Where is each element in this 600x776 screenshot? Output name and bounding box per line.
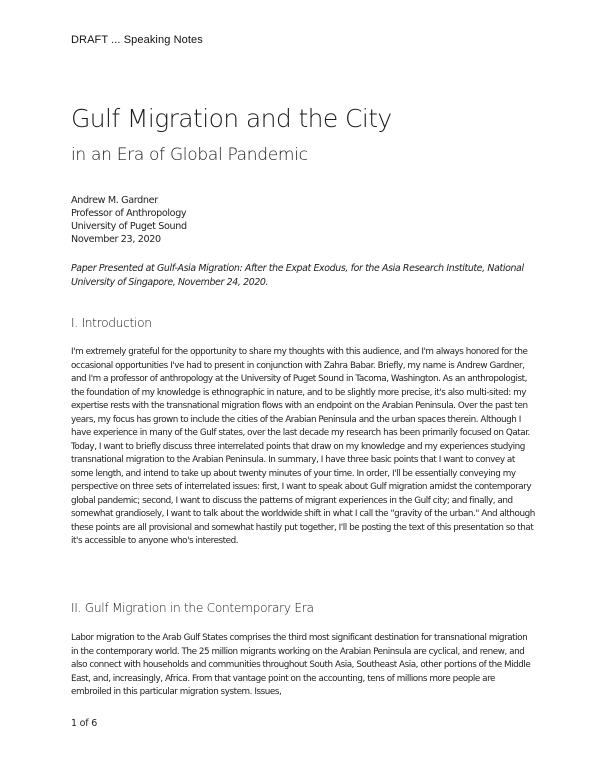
document-subtitle: in an Era of Global Pandemic (71, 145, 308, 165)
page-number: 1 of 6 (71, 718, 98, 729)
author-date: November 23, 2020 (71, 234, 161, 245)
section-heading-introduction: I. Introduction (71, 316, 152, 330)
document-title: Gulf Migration and the City (71, 104, 392, 133)
section-paragraph-gulf-migration: Labor migration to the Arab Gulf States comprises the third most significant destination for transnational migration in the contemporary world. The 25 million migrants working on the Arabian Peninsula are cyclical, and renew, and also connect with households and communities throughout South Asia, Southeast Asia, other portions of the Middle East, and, increasingly, Africa. From that vantage point on the accounting, tens of millions more people are embroiled in this particular migration system. Issues, (71, 633, 531, 697)
presentation-note: Paper Presented at Gulf-Asia Migration: After the Expat Exodus, for the Asia Research Institute, National University of Singapore, November 24, 2020. (71, 263, 524, 288)
author-institution: University of Puget Sound (71, 221, 187, 232)
author-block (71, 194, 187, 246)
section-heading-gulf-migration: II. Gulf Migration in the Contemporary Era (71, 601, 314, 615)
author-position: Professor of Anthropology (71, 208, 187, 219)
author-name: Andrew M. Gardner (71, 195, 158, 206)
draft-header: DRAFT ... Speaking Notes (71, 34, 203, 46)
section-paragraph-introduction: I'm extremely grateful for the opportunity to share my thoughts with this audience, and I'm always honored for the occasional opportunities I've had to present in conjunction with Zahra Babar. Briefly, my name is Andrew Gardner, and I'm a professor of anthropology at the University of Puget Sound in Tacoma, Washington. As an anthropologist, the foundation of my knowledge is ethnographic in nature, and to be slightly more precise, it's also multi-sited: my expertise rests with the transnational migration flows with an endpoint on the Arabian Peninsula. Over the past ten years, my focus has grown to include the cities of the Arabian Peninsula and the urban spaces therein. Although I have experience in many of the Gulf states, over the last decade my research has been primarily focused on Qatar. Today, I want to briefly discuss three interrelated points that draw on my knowledge and my experiences studying transnational migration to the Arabian Peninsula. In summary, I have three basic points that I want to convey at some length, and intend to take up about twenty minutes of your time. In order, I'll be essentially conveying my perspective on three sets of interrelated issues: first, I want to speak about Gulf migration amidst the contemporary global pandemic; second, I want to discuss the patterns of migrant experiences in the Gulf city; and finally, and somewhat grandiosely, I want to talk about the worldwide shift in what I call the "gravity of the urban." And although these points are all provisional and somewhat hastily put together, I'll be posting the text of this presentation so that it's accessible to anyone who's interested. (71, 347, 535, 546)
